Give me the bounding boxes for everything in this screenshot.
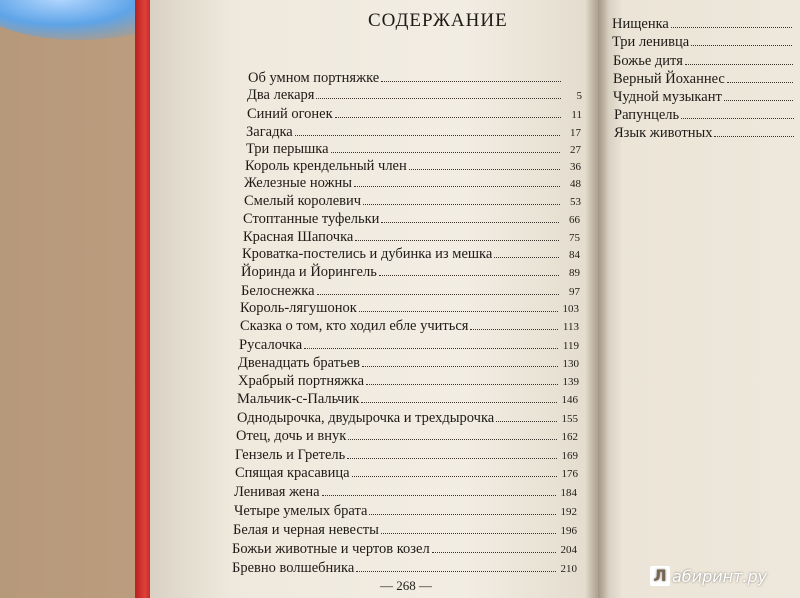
toc-leader-dots: [348, 439, 557, 440]
toc-entry: [234, 484, 577, 501]
toc-entry-page: 192: [560, 506, 577, 518]
toc-leader-dots: [363, 204, 560, 205]
toc-leader-dots: [681, 118, 794, 119]
toc-entry: [239, 337, 579, 354]
toc-leader-dots: [409, 169, 560, 170]
toc-entry: [235, 465, 578, 482]
toc-entry: [235, 447, 578, 464]
toc-entry-page: 176: [561, 468, 578, 480]
toc-leader-dots: [317, 294, 559, 295]
toc-entry-title: Русалочка: [239, 337, 303, 353]
toc-entry-page: 210: [560, 563, 577, 575]
toc-entry-title: Двенадцать братьев: [238, 355, 360, 371]
toc-leader-dots: [304, 348, 558, 349]
toc-entry-title: Стоптанные туфельки: [243, 211, 380, 227]
toc-leader-dots: [331, 152, 560, 153]
toc-entry: [242, 246, 580, 263]
toc-entry-title: Два лекаря: [247, 87, 315, 103]
toc-entry-page: 184: [560, 487, 577, 499]
toc-entry-page: 48: [570, 178, 581, 190]
toc-entry-title: Об умном портняжке: [248, 70, 380, 86]
toc-entry-page: 27: [570, 144, 581, 156]
toc-entry: [233, 522, 577, 539]
toc-entry-title: Спящая красавица: [235, 465, 350, 481]
toc-entry-page: 119: [562, 340, 579, 352]
toc-leader-dots: [355, 240, 559, 241]
toc-leader-dots: [432, 552, 556, 553]
toc-entry-page: 113: [562, 321, 579, 333]
toc-leader-dots: [470, 329, 558, 330]
toc-entry-page: 5: [576, 90, 582, 102]
toc-leader-dots: [335, 117, 561, 118]
toc-entry: [613, 53, 793, 70]
toc-entry: [248, 70, 582, 87]
toc-entry-page: 169: [561, 450, 578, 462]
toc-entry: [241, 283, 580, 300]
toc-entry-page: 53: [570, 196, 581, 208]
toc-entry-page: 146: [561, 394, 578, 406]
toc-entry: [612, 34, 792, 51]
toc-leader-dots: [381, 81, 561, 82]
toc-entry: [234, 503, 577, 520]
toc-leader-dots: [714, 136, 794, 137]
toc-entry-title: Рапунцель: [614, 107, 680, 123]
toc-entry: [244, 193, 581, 210]
toc-entry-page: 89: [569, 267, 580, 279]
toc-entry-title: Мальчик-с-Пальчик: [237, 391, 360, 407]
toc-leader-dots: [356, 571, 556, 572]
toc-entry: [232, 541, 577, 558]
toc-entry-title: Три ленивца: [612, 34, 690, 50]
toc-leader-dots: [381, 533, 556, 534]
toc-leader-dots: [691, 45, 792, 46]
labirint-icon: Л: [650, 566, 670, 586]
toc-entry-title: Храбрый портняжка: [238, 373, 365, 389]
toc-leader-dots: [379, 275, 559, 276]
toc-entry-page: 139: [562, 376, 579, 388]
toc-entry-title: Язык животных: [614, 125, 713, 141]
toc-leader-dots: [494, 257, 559, 258]
toc-leader-dots: [366, 384, 558, 385]
toc-entry-title: Король крендельный член: [245, 158, 407, 174]
toc-entry: [613, 89, 793, 106]
toc-entry: [247, 106, 582, 123]
toc-entry-page: 66: [569, 214, 580, 226]
toc-entry: [241, 264, 580, 281]
toc-entry-title: Сказка о том, кто ходил ебле учиться: [240, 318, 469, 334]
toc-entry-title: Синий огонек: [247, 106, 333, 122]
toc-entry-title: Король-лягушонок: [240, 300, 357, 316]
toc-entry-title: Нищенка: [612, 16, 669, 32]
toc-entry: [246, 124, 581, 141]
toc-leader-dots: [295, 135, 560, 136]
toc-entry: [247, 87, 582, 104]
toc-entry: [613, 71, 793, 88]
toc-entry: [240, 300, 579, 317]
toc-entry-page: 11: [571, 109, 582, 121]
toc-leader-dots: [671, 27, 792, 28]
toc-entry-title: Железные ножны: [244, 175, 352, 191]
toc-entry: [243, 229, 580, 246]
toc-entry-page: 17: [570, 127, 581, 139]
book-gutter: [585, 0, 609, 598]
toc-leader-dots: [369, 514, 556, 515]
toc-entry-title: Отец, дочь и внук: [236, 428, 347, 444]
toc-entry: [614, 107, 794, 124]
toc-entry: [243, 211, 580, 228]
toc-entry-title: Смелый королевич: [244, 193, 362, 209]
toc-leader-dots: [359, 311, 558, 312]
toc-leader-dots: [354, 186, 560, 187]
toc-entry-title: Ленивая жена: [234, 484, 320, 500]
toc-leader-dots: [347, 458, 557, 459]
toc-entry: [237, 391, 578, 408]
watermark-text: абиринт.ру: [672, 566, 768, 586]
toc-entry: [612, 16, 792, 33]
toc-entry: [246, 141, 581, 158]
toc-entry-title: Загадка: [246, 124, 293, 140]
toc-entry-title: Гензель и Гретель: [235, 447, 346, 463]
toc-entry-title: Бревно волшебника: [232, 560, 355, 576]
toc-entry-page: 196: [560, 525, 577, 537]
toc-entry-title: Чудной музыкант: [613, 89, 722, 105]
toc-leader-dots: [316, 98, 561, 99]
toc-entry: [237, 410, 578, 427]
toc-entry: [232, 560, 577, 577]
toc-entry-title: Однодырочка, двудырочка и трехдырочка: [237, 410, 495, 426]
toc-leader-dots: [361, 402, 557, 403]
toc-leader-dots: [727, 82, 793, 83]
watermark-logo: [650, 566, 767, 586]
toc-entry-title: Красная Шапочка: [243, 229, 354, 245]
toc-leader-dots: [352, 476, 557, 477]
toc-entry: [238, 355, 579, 372]
toc-entry-title: Белая и черная невесты: [233, 522, 379, 538]
toc-entry: [238, 373, 579, 390]
toc-entry-page: 36: [570, 161, 581, 173]
toc-entry-title: Божьи животные и чертов козел: [232, 541, 430, 557]
toc-leader-dots: [362, 366, 558, 367]
toc-entry-page: 97: [569, 286, 580, 298]
toc-entry-title: Йоринда и Йорингель: [241, 264, 377, 280]
toc-entry: [240, 318, 579, 335]
toc-entry-page: 162: [561, 431, 578, 443]
toc-entry-title: Три перышка: [246, 141, 329, 157]
page-title: СОДЕРЖАНИЕ: [368, 10, 508, 31]
toc-entry-title: Четыре умелых брата: [234, 503, 368, 519]
toc-leader-dots: [496, 421, 557, 422]
toc-leader-dots: [381, 222, 559, 223]
toc-entry-page: 84: [569, 249, 580, 261]
toc-entry-page: 130: [562, 358, 579, 370]
toc-entry: [245, 158, 581, 175]
toc-entry-title: Верный Йоханнес: [613, 71, 725, 87]
toc-entry-title: Божье дитя: [613, 53, 683, 69]
toc-entry-page: 75: [569, 232, 580, 244]
toc-entry-title: Белоснежка: [241, 283, 315, 299]
toc-leader-dots: [724, 100, 793, 101]
toc-entry-page: 155: [561, 413, 578, 425]
toc-leader-dots: [322, 495, 556, 496]
toc-entry: [244, 175, 581, 192]
toc-entry-title: Кроватка-постелись и дубинка из мешка: [242, 246, 493, 262]
toc-entry: [236, 428, 578, 445]
toc-entry: [614, 125, 794, 142]
toc-entry-page: 103: [562, 303, 579, 315]
toc-leader-dots: [685, 64, 793, 65]
page-number: — 268 —: [380, 578, 432, 593]
toc-entry-page: 204: [560, 544, 577, 556]
